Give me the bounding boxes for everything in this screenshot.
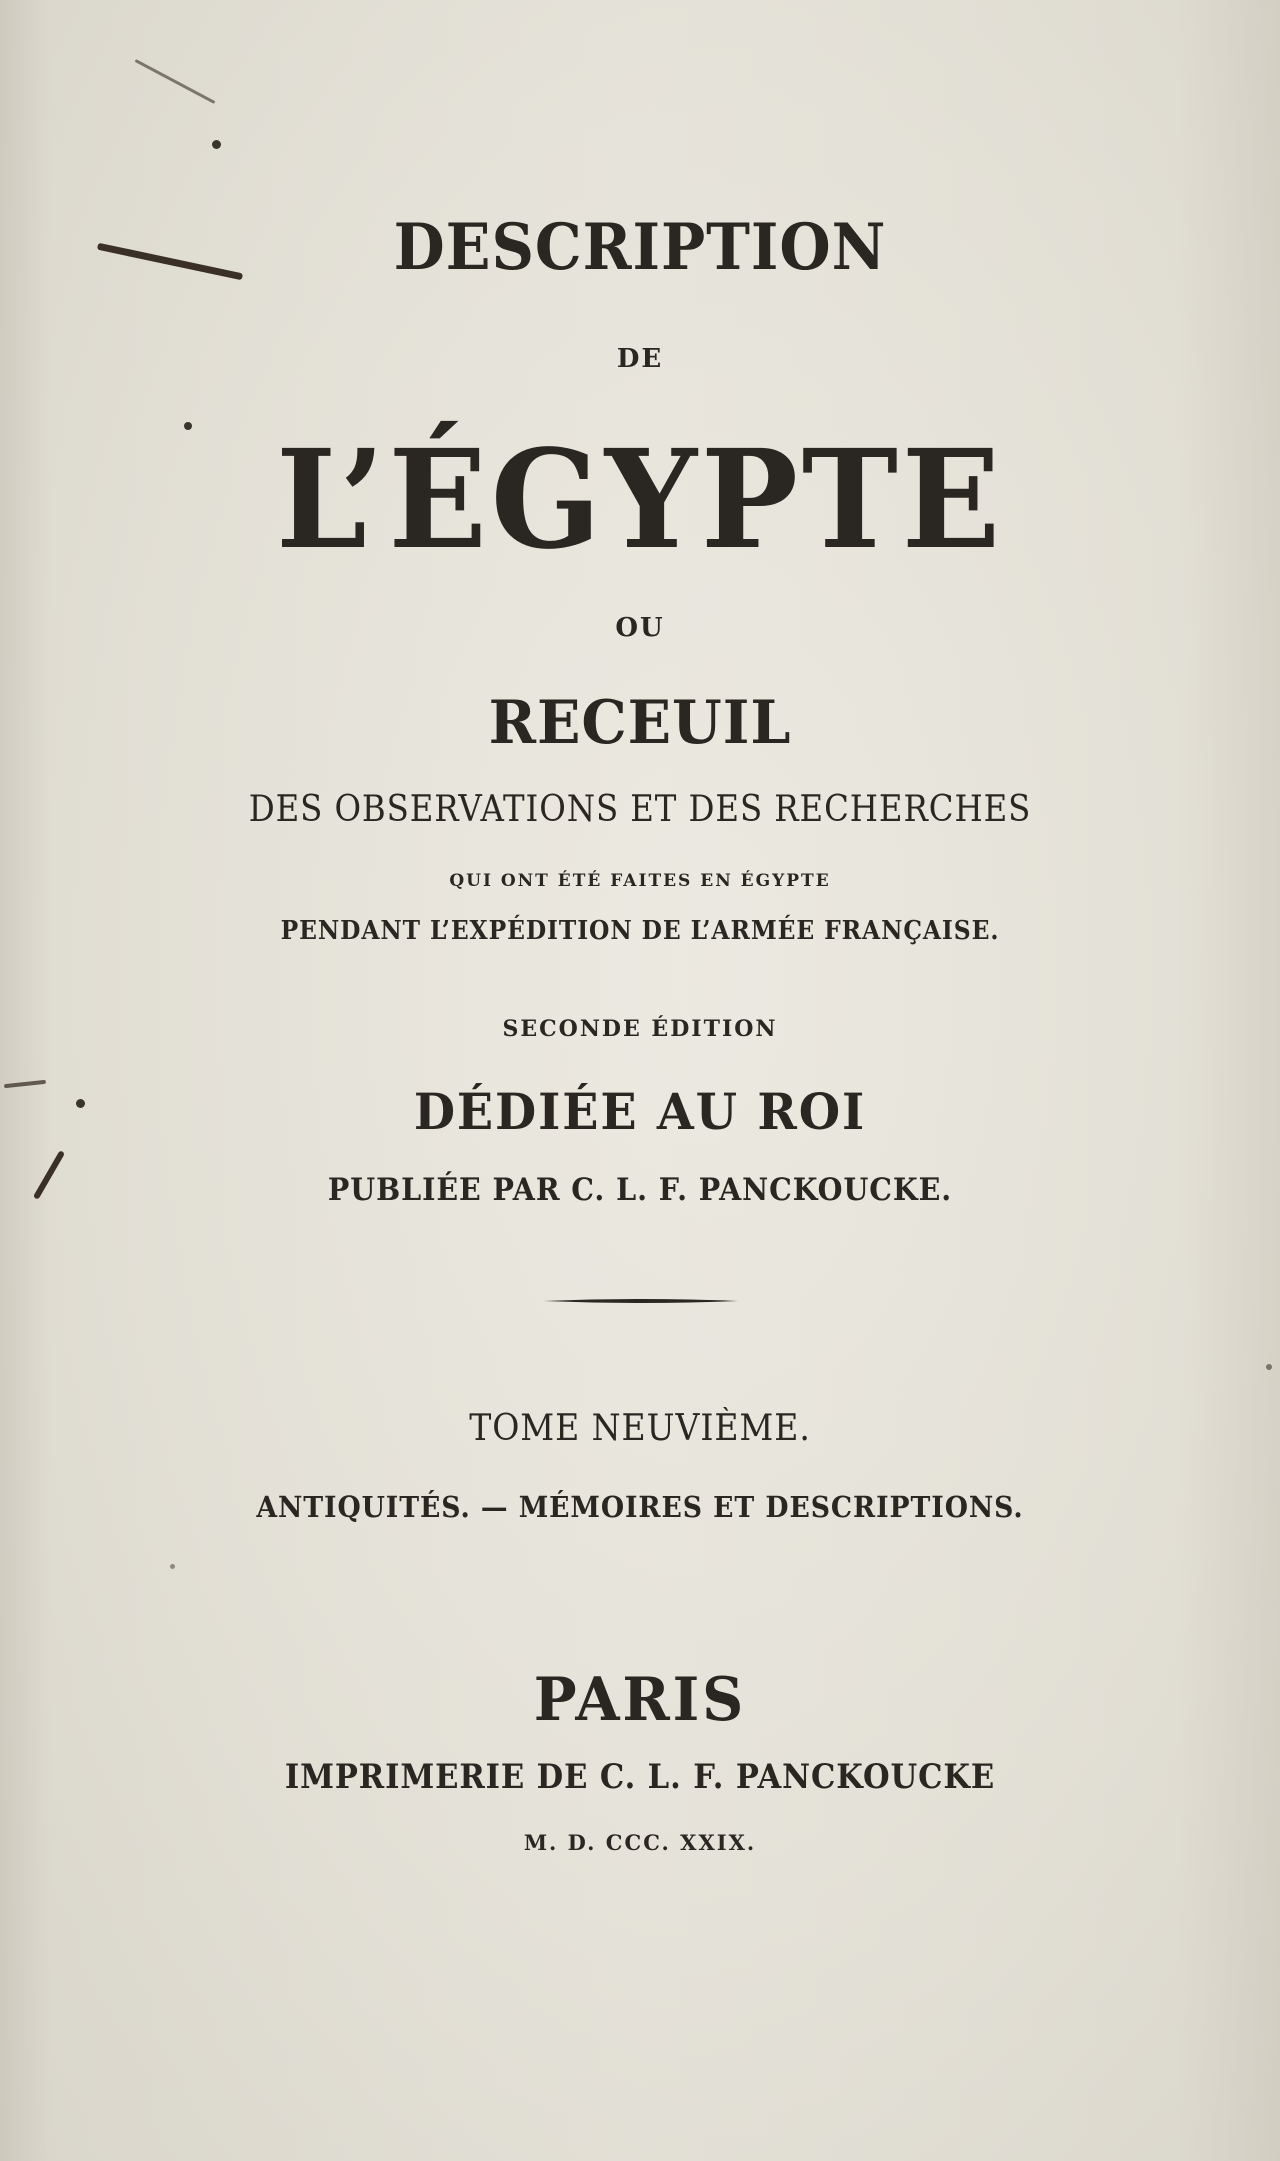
title-de: DE xyxy=(616,344,664,374)
tome-line: TOME NEUVIÈME. xyxy=(469,1408,811,1449)
date-line: M. D. CCC. XXIX. xyxy=(523,1830,757,1855)
ink-dot-mark xyxy=(212,140,221,149)
ink-dot-mark xyxy=(170,1564,175,1569)
ink-dot-mark xyxy=(184,422,192,430)
pendant-line: PENDANT L’EXPÉDITION DE L’ARMÉE FRANÇAISE. xyxy=(280,916,1000,946)
ornamental-rule xyxy=(544,1296,738,1306)
main-title: L’ÉGYPTE xyxy=(275,420,1005,580)
ink-stroke-mark xyxy=(135,59,216,104)
edition-line: SECONDE ÉDITION xyxy=(502,1016,778,1042)
city-line: PARIS xyxy=(533,1665,747,1735)
subtitle: RECEUIL xyxy=(488,688,792,758)
title-line: DESCRIPTION xyxy=(393,210,887,285)
ink-dot-mark xyxy=(1266,1364,1272,1370)
publisher-line: PUBLIÉE PAR C. L. F. PANCKOUCKE. xyxy=(327,1172,953,1208)
observations-line: DES OBSERVATIONS ET DES RECHERCHES xyxy=(248,789,1032,830)
ink-dot-mark xyxy=(76,1099,85,1108)
faites-line: QUI ONT ÉTÉ FAITES EN ÉGYPTE xyxy=(449,871,831,891)
title-ou: OU xyxy=(615,613,665,643)
dedication-line: DÉDIÉE AU ROI xyxy=(413,1082,867,1141)
printer-line: IMPRIMERIE DE C. L. F. PANCKOUCKE xyxy=(284,1757,996,1797)
section-line: ANTIQUITÉS. — MÉMOIRES ET DESCRIPTIONS. xyxy=(256,1490,1024,1524)
